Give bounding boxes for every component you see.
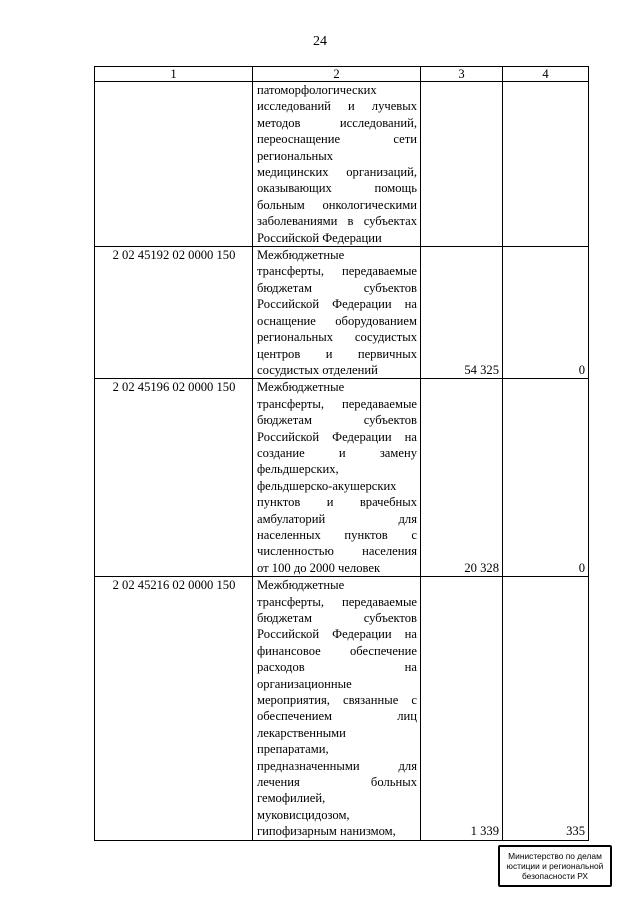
description-line: мероприятия, связанные с bbox=[257, 693, 417, 708]
registration-stamp bbox=[498, 845, 612, 887]
description-line: фельдшерских, bbox=[257, 462, 339, 477]
budget-code-cell bbox=[95, 82, 253, 247]
description-line: Межбюджетные bbox=[257, 380, 345, 395]
description-line: от 100 до 2000 человек bbox=[257, 560, 381, 575]
amount-cell-col3: 1 339 bbox=[421, 577, 503, 841]
description-line: оснащение оборудованием bbox=[257, 313, 417, 328]
description-line: заболеваниями в субъектах bbox=[257, 214, 417, 229]
description-line: гипофизарным нанизмом, bbox=[257, 824, 396, 839]
description-line: населенных пунктов с bbox=[257, 527, 417, 542]
description-line: создание и замену bbox=[257, 445, 417, 460]
description-line: бюджетам субъектов bbox=[257, 413, 417, 428]
stamp-line: юстиции и региональной bbox=[506, 861, 604, 871]
amount-cell-col3 bbox=[421, 82, 503, 247]
amount-cell-col4 bbox=[503, 82, 589, 247]
description-line: трансферты, передаваемые bbox=[257, 594, 417, 609]
column-header-2: 2 bbox=[253, 67, 421, 82]
table-row bbox=[95, 247, 589, 379]
description-line: амбулаторий для bbox=[257, 511, 417, 526]
description-line: пунктов и врачебных bbox=[257, 495, 417, 510]
description-line: региональных сосудистых bbox=[257, 330, 417, 345]
description-line: лекарственными bbox=[257, 725, 346, 740]
description-cell bbox=[253, 577, 421, 841]
description-line: медицинских организаций, bbox=[257, 165, 417, 180]
description-line: трансферты, передаваемые bbox=[257, 264, 417, 279]
amount-cell-col4: 0 bbox=[503, 247, 589, 379]
budget-code-cell: 2 02 45192 02 0000 150 bbox=[95, 247, 253, 379]
description-line: больным онкологическими bbox=[257, 197, 417, 212]
budget-code-cell: 2 02 45216 02 0000 150 bbox=[95, 577, 253, 841]
description-line: патоморфологических bbox=[257, 83, 377, 97]
column-header-1: 1 bbox=[95, 67, 253, 82]
description-line: численностью населения bbox=[257, 544, 417, 559]
description-line: расходов на bbox=[257, 660, 417, 675]
description-line: бюджетам субъектов bbox=[257, 611, 417, 625]
description-line: методов исследований, bbox=[257, 115, 417, 130]
description-line: сосудистых отделений bbox=[257, 362, 378, 377]
description-line: лечения больных bbox=[257, 775, 417, 790]
description-cell bbox=[253, 247, 421, 379]
description-line: бюджетам субъектов bbox=[257, 280, 417, 295]
description-line: финансовое обеспечение bbox=[257, 643, 417, 658]
table-row bbox=[95, 379, 589, 577]
description-line: Межбюджетные bbox=[257, 248, 345, 263]
description-line: переоснащение сети bbox=[257, 132, 417, 147]
description-line: обеспечением лиц bbox=[257, 709, 417, 724]
column-header-4: 4 bbox=[503, 67, 589, 82]
stamp-line: безопасности РХ bbox=[521, 871, 589, 881]
table-row bbox=[95, 82, 589, 247]
column-header-3: 3 bbox=[421, 67, 503, 82]
page-number: 24 bbox=[313, 34, 327, 49]
description-cell bbox=[253, 379, 421, 577]
description-line: Российской Федерации bbox=[257, 230, 382, 245]
stamp-line: Министерство по делам bbox=[508, 851, 602, 861]
description-line: Межбюджетные bbox=[257, 578, 345, 593]
description-line: центров и первичных bbox=[257, 346, 417, 361]
amount-cell-col4: 335 bbox=[503, 577, 589, 841]
description-line: фельдшерско-акушерских bbox=[257, 478, 397, 493]
description-cell bbox=[253, 82, 421, 247]
description-line: организационные bbox=[257, 676, 352, 691]
description-line: Российской Федерации на bbox=[257, 627, 417, 642]
budget-table bbox=[94, 66, 589, 841]
description-line: Российской Федерации на bbox=[257, 429, 417, 444]
budget-code-cell: 2 02 45196 02 0000 150 bbox=[95, 379, 253, 577]
description-line: оказывающих помощь bbox=[257, 181, 417, 196]
amount-cell-col4: 0 bbox=[503, 379, 589, 577]
description-line: муковисцидозом, bbox=[257, 807, 350, 822]
description-line: трансферты, передаваемые bbox=[257, 396, 417, 411]
description-line: гемофилией, bbox=[257, 791, 326, 806]
amount-cell-col3: 54 325 bbox=[421, 247, 503, 379]
description-line: предназначенными для bbox=[257, 758, 417, 773]
description-line: исследований и лучевых bbox=[257, 99, 417, 114]
description-line: региональных bbox=[257, 148, 334, 163]
amount-cell-col3: 20 328 bbox=[421, 379, 503, 577]
table-header-row bbox=[95, 67, 589, 82]
description-line: препаратами, bbox=[257, 742, 329, 757]
table-row bbox=[95, 577, 589, 841]
description-line: Российской Федерации на bbox=[257, 297, 417, 312]
